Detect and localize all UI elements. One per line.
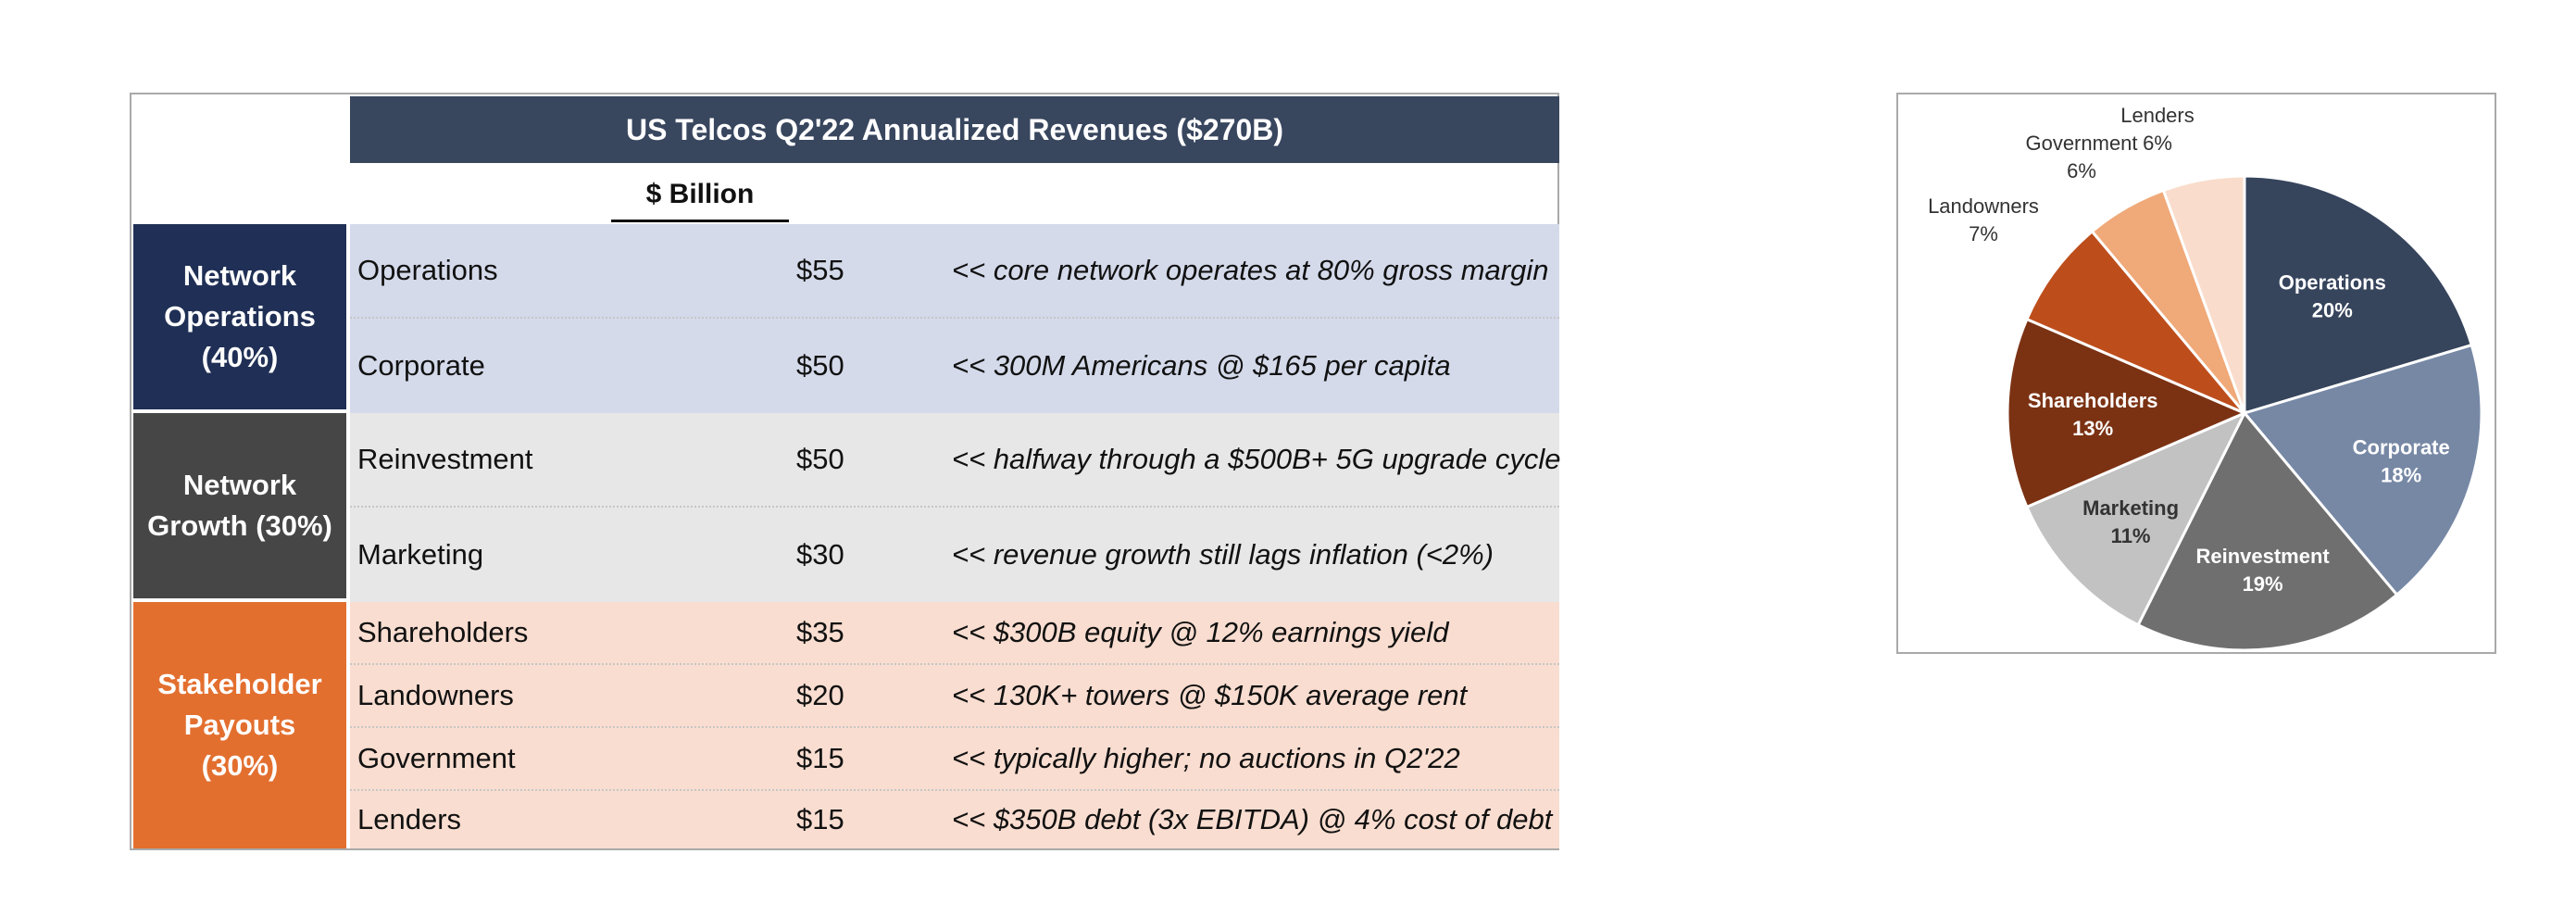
group-label — [133, 224, 346, 409]
group-label-line: Network — [182, 259, 297, 292]
row-note: << revenue growth still lags inflation (<2%) — [952, 538, 1494, 571]
table-title: US Telcos Q2'22 Annualized Revenues ($270B) — [350, 96, 1559, 163]
pie-label-name: Operations — [2278, 270, 2386, 295]
group-label — [133, 602, 346, 848]
table-row — [350, 508, 1559, 602]
group-label-line: Operations — [164, 300, 316, 333]
row-name: Operations — [357, 254, 498, 286]
table-row — [350, 728, 1559, 791]
pie-label-percent: 18% — [2381, 463, 2422, 487]
table-row — [350, 602, 1559, 665]
row-amount: $20 — [796, 679, 844, 711]
row-note: << $350B debt (3x EBITDA) @ 4% cost of debt — [952, 803, 1553, 835]
group-label-line: (30%) — [201, 749, 279, 782]
group-label-line: Payouts — [183, 709, 296, 741]
pie-label-name: Corporate — [2352, 435, 2450, 459]
pie-label-percent: 6% — [2143, 132, 2172, 155]
pie-label-percent: 20% — [2311, 298, 2353, 322]
pie-label-name: Government — [2025, 132, 2138, 155]
row-name: Marketing — [357, 538, 484, 571]
revenue-pie-chart — [1898, 94, 2495, 652]
table-row — [350, 665, 1559, 728]
row-amount: $30 — [796, 538, 844, 571]
row-amount: $15 — [796, 803, 844, 835]
table-row — [350, 413, 1559, 508]
pie-label-name: Lenders — [2120, 104, 2195, 127]
pie-label-name: Shareholders — [2027, 389, 2158, 412]
pie-label-percent: 7% — [1969, 222, 1998, 245]
row-name: Lenders — [357, 803, 462, 835]
group-label-line: (40%) — [201, 341, 279, 373]
table-row — [350, 224, 1559, 319]
column-header-billion: $ Billion — [611, 169, 789, 222]
pie-chart-panel — [1896, 93, 2496, 654]
row-note: << 300M Americans @ $165 per capita — [952, 349, 1451, 382]
pie-label-name: Landowners — [1928, 195, 2039, 218]
group-label-line: Network — [182, 469, 297, 501]
row-name: Corporate — [357, 349, 485, 382]
pie-label-percent: 19% — [2242, 571, 2283, 596]
row-amount: $35 — [796, 616, 844, 648]
group-label-line: Growth (30%) — [147, 509, 332, 542]
table-row — [350, 791, 1559, 848]
row-amount: $55 — [796, 254, 844, 286]
row-name: Reinvestment — [357, 443, 533, 475]
revenue-table — [130, 93, 1559, 850]
row-name: Shareholders — [357, 616, 529, 648]
row-name: Government — [357, 742, 516, 774]
pie-label-name: Marketing — [2082, 496, 2180, 520]
row-amount: $15 — [796, 742, 844, 774]
row-amount: $50 — [796, 349, 844, 382]
group-label — [133, 413, 346, 598]
row-note: << 130K+ towers @ $150K average rent — [952, 679, 1468, 711]
pie-label-percent: 13% — [2072, 417, 2114, 440]
row-note: << halfway through a $500B+ 5G upgrade cycle — [952, 443, 1561, 475]
row-amount: $50 — [796, 443, 844, 475]
table-row — [350, 319, 1559, 413]
pie-label-percent: 6% — [2067, 159, 2096, 182]
row-note: << $300B equity @ 12% earnings yield — [952, 616, 1449, 648]
pie-label-name: Reinvestment — [2195, 544, 2330, 568]
row-note: << typically higher; no auctions in Q2'22 — [952, 742, 1460, 774]
group-label-line: Stakeholder — [157, 668, 322, 700]
row-name: Landowners — [357, 679, 514, 711]
pie-label-percent: 11% — [2110, 523, 2151, 547]
row-note: << core network operates at 80% gross margin — [952, 254, 1549, 286]
